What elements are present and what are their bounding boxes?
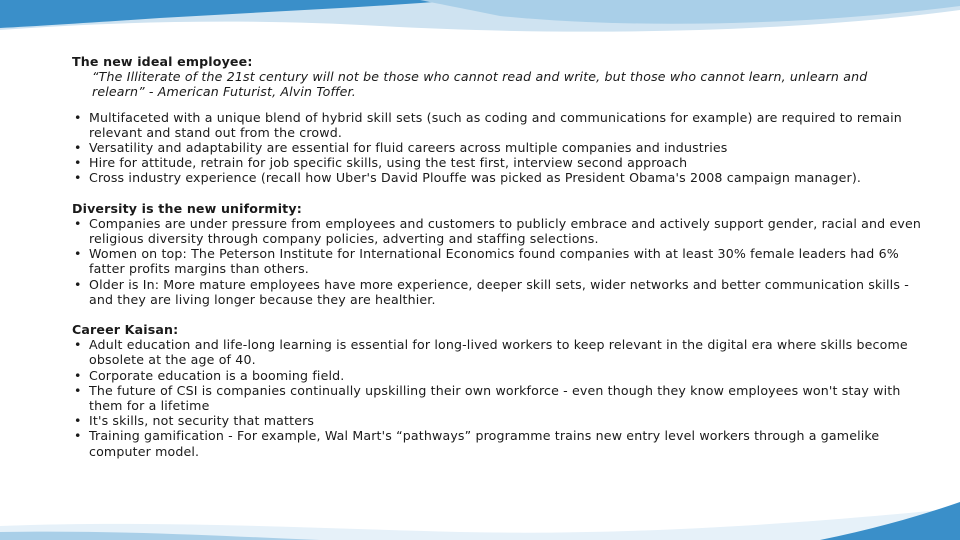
document-body: [72, 54, 924, 459]
bottom-wave-decoration: [0, 480, 960, 540]
list-item: • Corporate education is a booming field.: [72, 368, 924, 383]
list-item: • Training gamification - For example, Wal Mart's “pathways” programme trains new entry level workers through a gamelike computer model.: [72, 428, 924, 458]
list-item: • Adult education and life-long learning is essential for long-lived workers to keep relevant in the digital era where skills become obsolete at the age of 40.: [72, 337, 924, 367]
list-item: • Women on top: The Peterson Institute for International Economics found companies with at least 30% female leaders had 6% fatter profits margins than others.: [72, 246, 924, 276]
diversity-list: [72, 216, 924, 307]
list-item: • Cross industry experience (recall how Uber's David Plouffe was picked as President Obama's 2008 campaign manager).: [72, 170, 924, 185]
career-kaisan-list: [72, 337, 924, 459]
list-item: • Multifaceted with a unique blend of hybrid skill sets (such as coding and communications for example) are required to remain relevant and stand out from the crowd.: [72, 110, 924, 140]
section-heading-ideal-employee: The new ideal employee:: [72, 54, 253, 69]
ideal-employee-list: [72, 110, 924, 186]
top-wave-decoration: [0, 0, 960, 40]
list-item: • The future of CSI is companies continually upskilling their own workforce - even though they know employees won't stay with them for a lifetime: [72, 383, 924, 413]
section-heading-career-kaisan: Career Kaisan:: [72, 322, 179, 338]
section-heading-diversity: Diversity is the new uniformity:: [72, 200, 302, 216]
list-item: • It's skills, not security that matters: [72, 413, 924, 428]
list-item: • Older is In: More mature employees have more experience, deeper skill sets, wider networks and better communication skills - and they are living longer because they are healthier.: [72, 277, 924, 307]
list-item: • Versatility and adaptability are essential for fluid careers across multiple companies and industries: [72, 140, 924, 155]
list-item: • Companies are under pressure from employees and customers to publicly embrace and actively support gender, racial and even religious diversity through company policies, adverting and staffing selections.: [72, 216, 924, 246]
toffler-quote: “The Illiterate of the 21st century will not be those who cannot read and write, but those who cannot learn, unlearn and relearn” - American Futurist, Alvin Toffer.: [92, 69, 868, 100]
list-item: • Hire for attitude, retrain for job specific skills, using the test first, interview second approach: [72, 155, 924, 170]
